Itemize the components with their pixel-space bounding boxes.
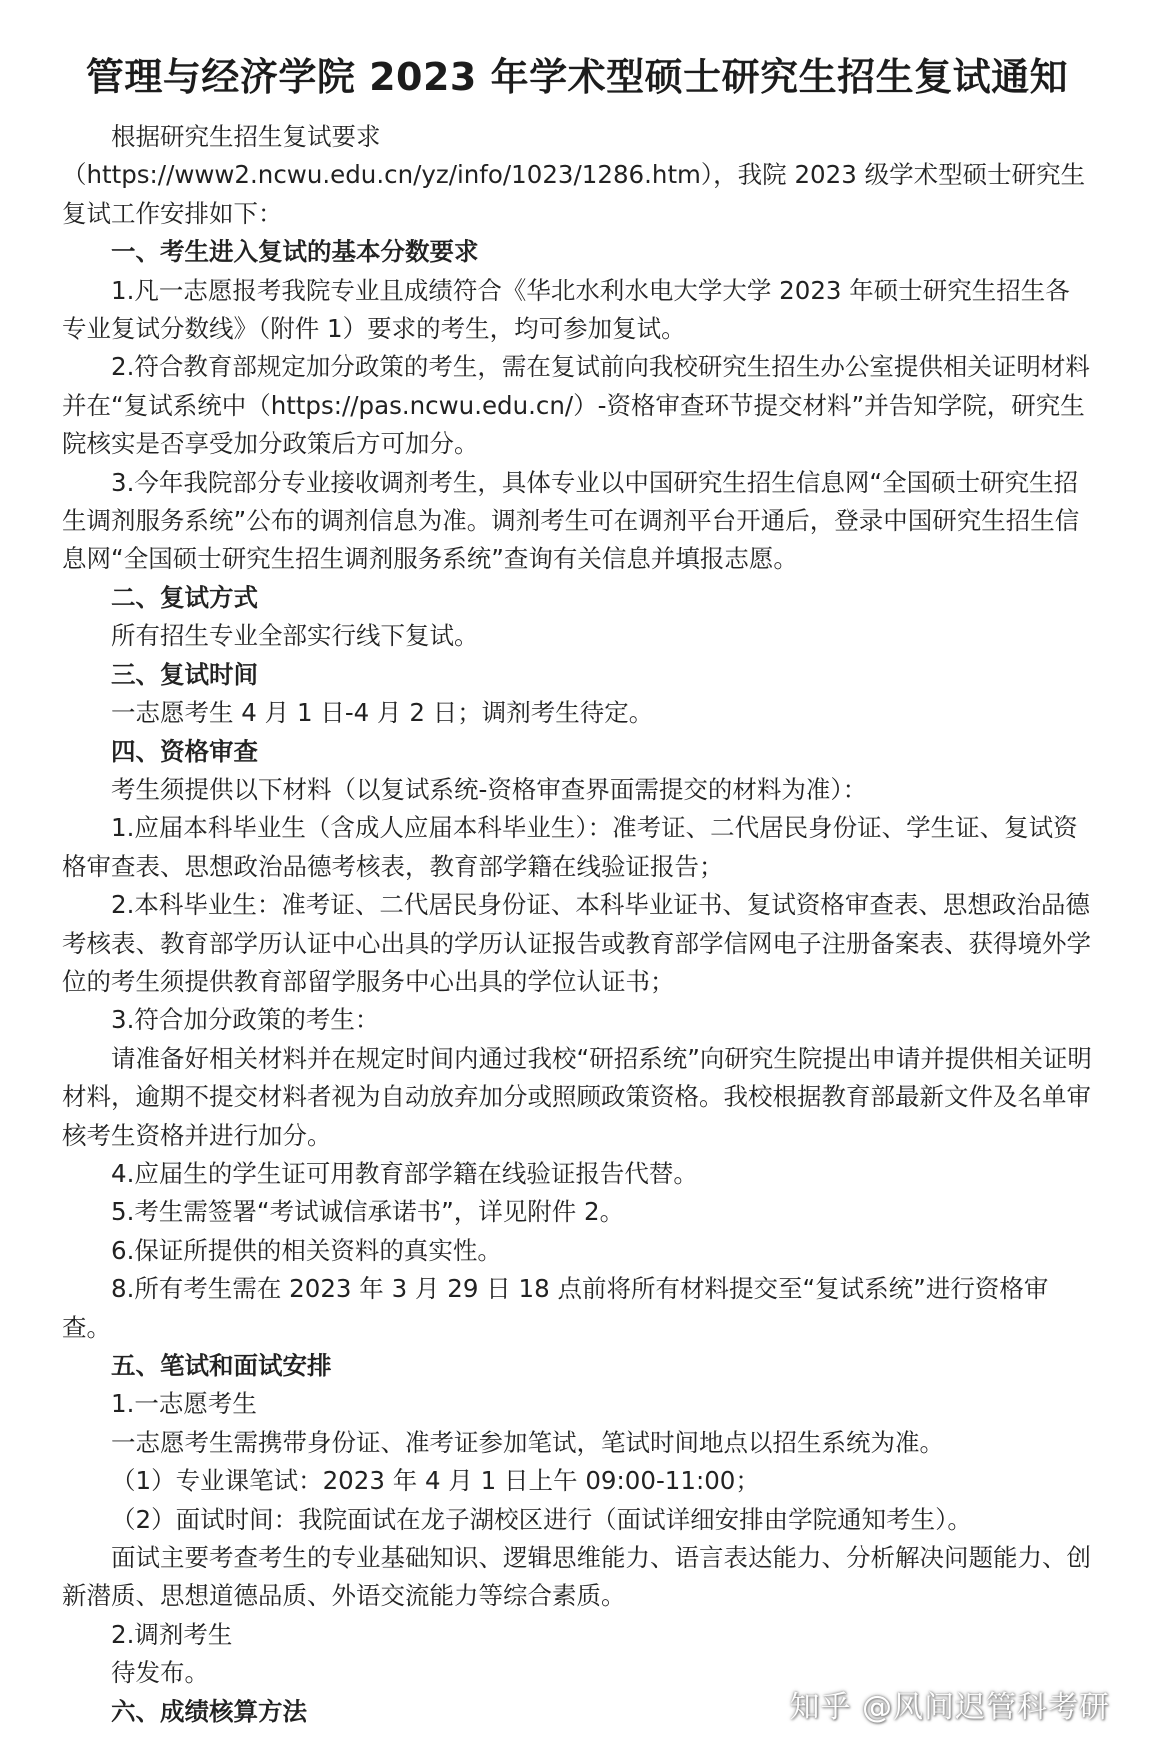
section5-text: 待发布。 — [111, 1658, 209, 1688]
intro-line: 根据研究生招生复试要求 — [111, 122, 381, 151]
section1-heading: 一、考生进入复试的基本分数要求 — [111, 237, 479, 267]
zhihu-watermark: 知乎 @风间迟管科考研 — [789, 1690, 1110, 1725]
section5-interview: （2）面试时间：我院面试在龙子湖校区进行（面试详细安排由学院通知考生）。 — [111, 1504, 972, 1534]
section5-exam: （1）专业课笔试：2023 年 4 月 1 日上午 09:00-11:00； — [111, 1466, 760, 1496]
section4-intro: 考生须提供以下材料（以复试系统-资格审查界面需提交的材料为准）： — [111, 774, 868, 804]
section3-text: 一志愿考生 4 月 1 日-4 月 2 日；调剂考生待定。 — [111, 698, 654, 728]
section4-item: 5.考生需签署“考试诚信承诺书”，详见附件 2。 — [111, 1197, 625, 1227]
section5-heading: 五、笔试和面试安排 — [111, 1351, 332, 1380]
section2-text: 所有招生专业全部实行线下复试。 — [111, 621, 479, 651]
section4-item-text: 请准备好相关材料并在规定时间内通过我校“研招系统”向研究生院提出申请并提供相关证明材料，逾期不提交材料者视为自动放弃加分或照顾政策资格。我校根据教育部最新文件及名单审核考生资格并进行加分。 — [62, 1043, 1092, 1150]
section4-item: 8.所有考生需在 2023 年 3 月 29 日 18 点前将所有材料提交至“复试系统”进行资格审查。 — [62, 1274, 1049, 1342]
document-body — [62, 118, 1092, 1731]
section3-heading: 三、复试时间 — [111, 659, 258, 689]
section1-item: 2.符合教育部规定加分政策的考生，需在复试前向我校研究生招生办公室提供相关证明材料并在“复试系统中（https://pas.ncwu.edu.cn/）-资格审查环节提交材料”并告知学院，研究生院核实是否享受加分政策后方可加分。 — [62, 352, 1090, 459]
section2-heading: 二、复试方式 — [111, 582, 258, 612]
section4-heading: 四、资格审查 — [111, 736, 258, 766]
section4-item: 2.本科毕业生：准考证、二代居民身份证、本科毕业证书、复试资格审查表、思想政治品德考核表、教育部学历认证中心出具的学历认证报告或教育部学信网电子注册备案表、获得境外学位的考生须提供教育部留学服务中心出具的学位认证书； — [62, 890, 1091, 996]
section4-item: 3.符合加分政策的考生： — [111, 1005, 380, 1035]
section1-item: 1.凡一志愿报考我院专业且成绩符合《华北水利水电大学大学 2023 年硕士研究生招生各专业复试分数线》（附件 1）要求的考生，均可参加复试。 — [62, 275, 1070, 344]
section5-text: 一志愿考生需携带身份证、准考证参加笔试，笔试时间地点以招生系统为准。 — [111, 1427, 944, 1457]
section4-item: 6.保证所提供的相关资料的真实性。 — [111, 1235, 502, 1265]
section1-item: 3.今年我院部分专业接收调剂考生，具体专业以中国研究生招生信息网“全国硕士研究生招生调剂服务系统”公布的调剂信息为准。调剂考生可在调剂平台开通后，登录中国研究生招生信息网“全国硕士研究生招生调剂服务系统”查询有关信息并填报志愿。 — [62, 467, 1080, 574]
section4-item: 1.应届本科毕业生（含成人应届本科毕业生）：准考证、二代居民身份证、学生证、复试资格审查表、思想政治品德考核表，教育部学籍在线验证报告； — [62, 813, 1078, 881]
section4-item: 4.应届生的学生证可用教育部学籍在线验证报告代替。 — [111, 1158, 698, 1188]
document-title: 管理与经济学院 2023 年学术型硕士研究生招生复试通知 — [85, 55, 1069, 99]
section6-heading: 六、成绩核算方法 — [111, 1696, 307, 1726]
section5-interview-content: 面试主要考查考生的专业基础知识、逻辑思维能力、语言表达能力、分析解决问题能力、创新潜质、思想道德品质、外语交流能力等综合素质。 — [62, 1543, 1091, 1611]
section5-subheading: 1.一志愿考生 — [111, 1389, 257, 1419]
intro-continuation: （https://www2.ncwu.edu.cn/yz/info/1023/1286.htm），我院 2023 级学术型硕士研究生复试工作安排如下： — [62, 160, 1086, 228]
section5-subheading: 2.调剂考生 — [111, 1619, 233, 1649]
